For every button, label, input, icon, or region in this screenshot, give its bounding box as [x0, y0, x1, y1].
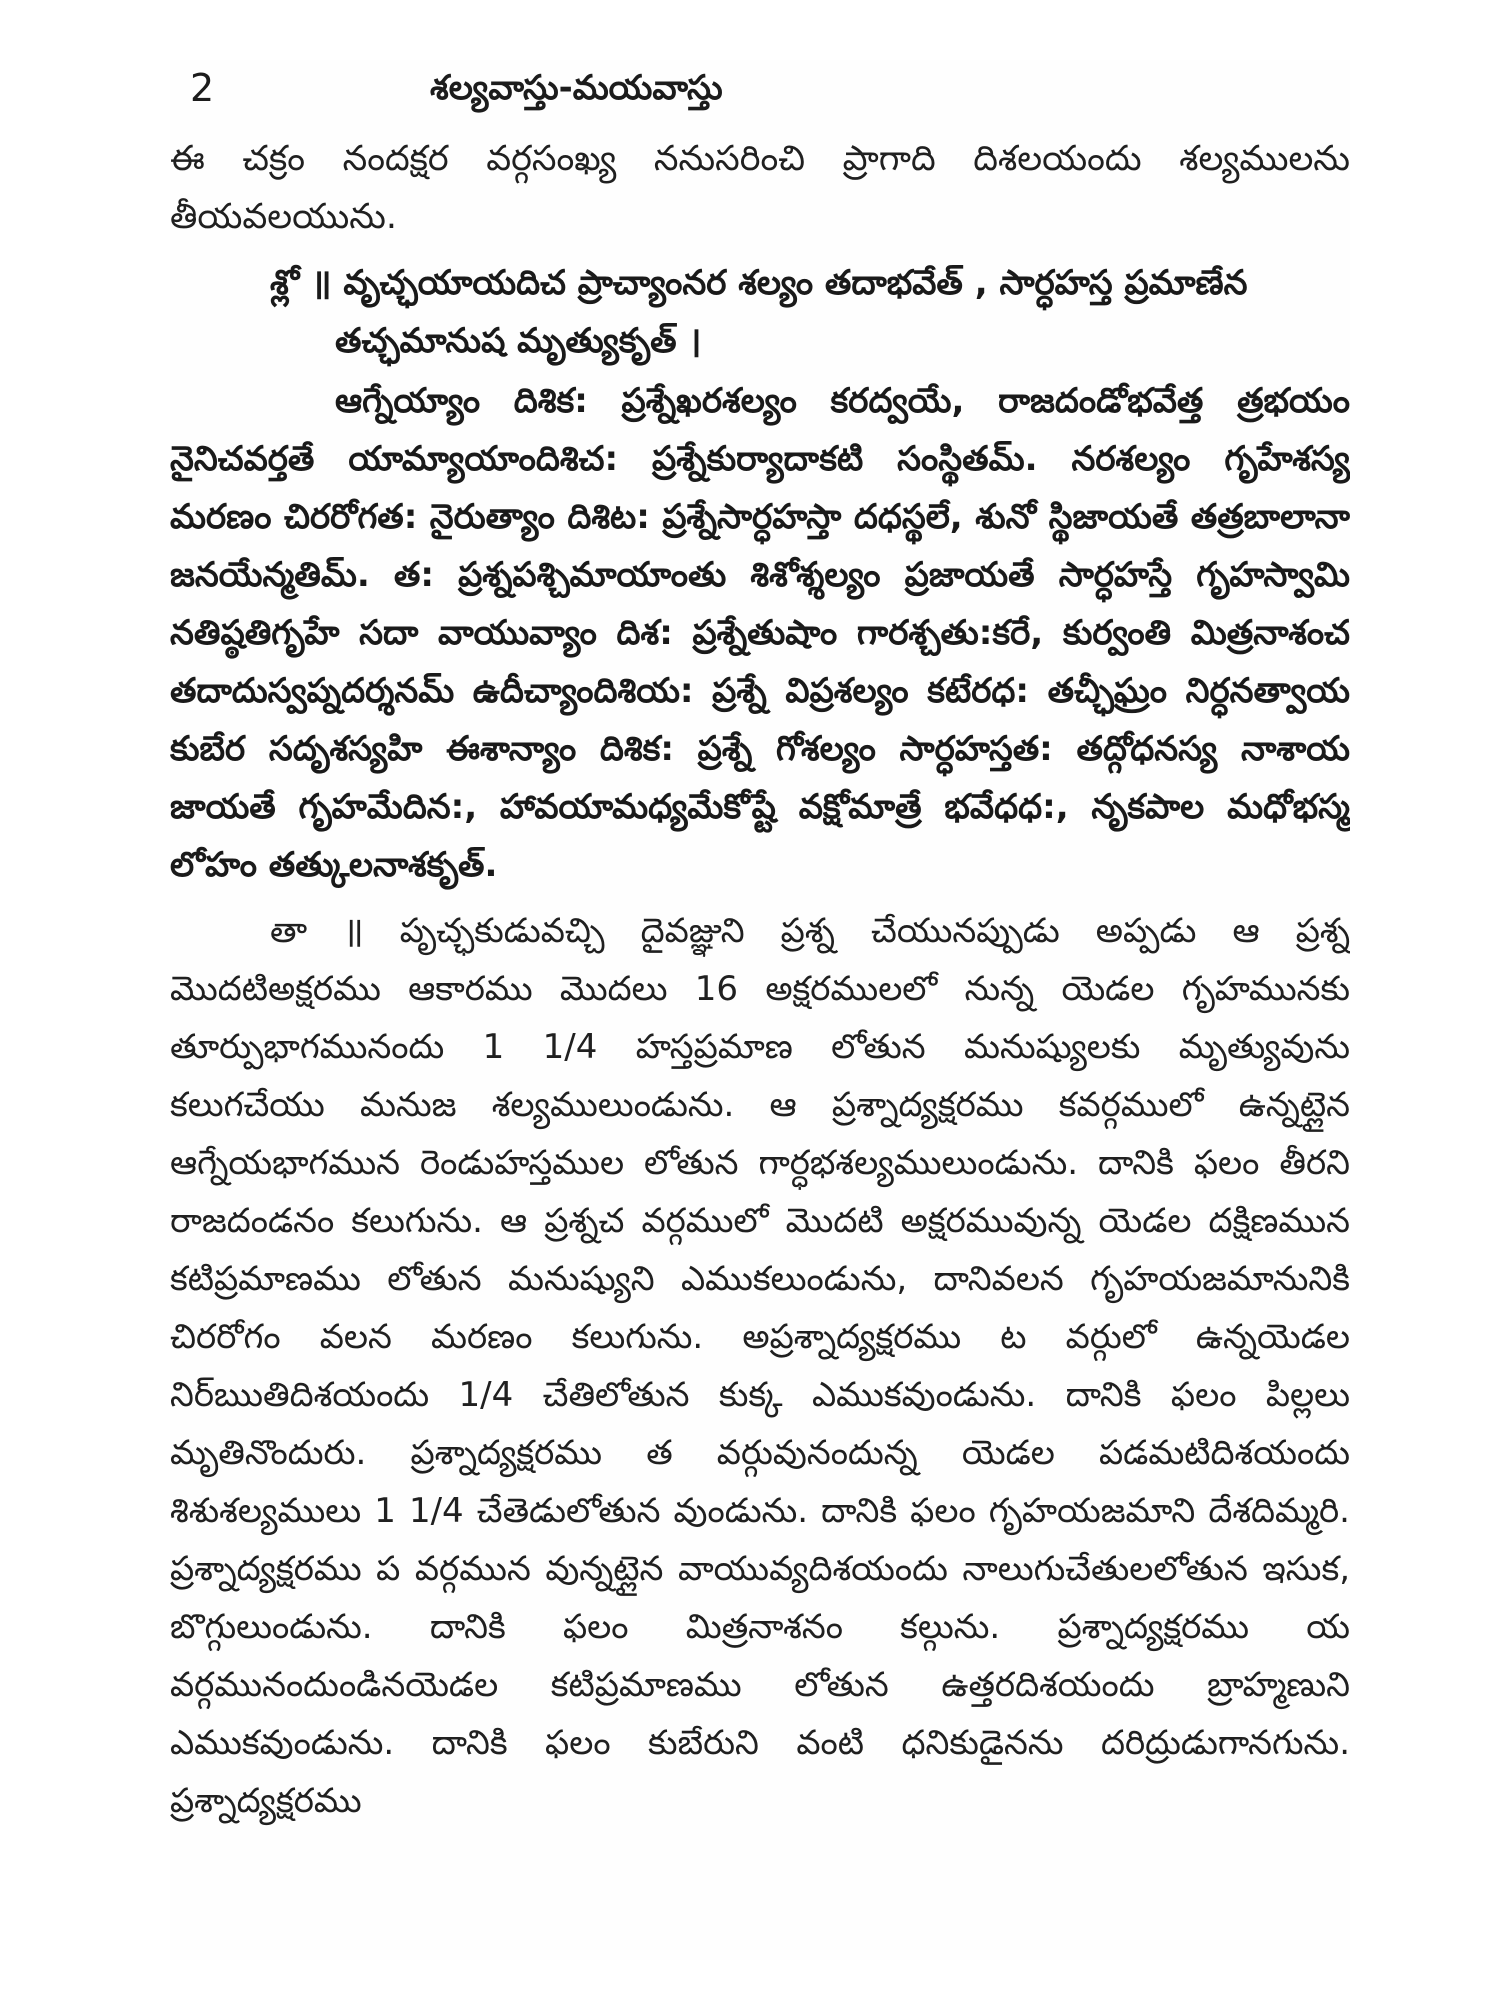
- shloka-continuation: ఆగ్నేయ్యాం దిశిక: ప్రశ్నేఖరశల్యం కరద్వయే, రాజదండోభవేత్త త్రభయం నైనిచవర్తతే యామ్యాయాందిశిచ: ప్రశ్నేకుర్యాదాకటి సంస్థితమ్. నరశల్యం గృహేశస్య మరణం చిరరోగత: నైరుత్యాం దిశిట: ప్రశ్నేసార్ధహస్తా దధస్థలే, శునో స్థిజాయతే తత్రబాలానా జనయేన్మతిమ్. త: ప్రశ్నపశ్చిమాయాంతు శిశోశ్శల్యం ప్రజాయతే సార్ధహస్తే గృహస్వామి నతిష్ఠతిగృహే సదా వాయువ్యాం దిశ: ప్రశ్నేతుషాం గారశ్చతు:కరే, కుర్వంతి మిత్రనాశంచ తదాదుస్వప్నదర్శనమ్ ఉదీచ్యాందిశియ: ప్రశ్నే విప్రశల్యం కటేరధ: తచ్ఛీఘ్రం నిర్ధనత్వాయ కుబేర సదృశస్యహి ఈశాన్యాం దిశిక: ప్రశ్నే గోశల్యం సార్ధహస్తత: తద్గోధనస్య నాశాయ జాయతే గృహమేదిన:, హావయామధ్యమేకోష్టే వక్షోమాత్రే భవేధధ:, నృకపాల మధోభస్మ లోహం తత్కులనాశకృత్.: [170, 381, 1350, 885]
- intro-paragraph: ఈ చక్రం నందక్షర వర్గసంఖ్య ననుసరించి ప్రాగాది దిశలయందు శల్యములను తీయవలయును.: [170, 139, 1350, 237]
- meaning-paragraph: తా ॥ పృచ్ఛకుడువచ్చి దైవజ్ఞుని ప్రశ్న చేయునప్పుడు అప్పడు ఆ ప్రశ్న మొదటిఅక్షరము ఆకారము మొదలు 16 అక్షరములలో నున్న యెడల గృహమునకు తూర్పుభాగమునందు 1 1/4 హస్తప్రమాణ లోతున మనుష్యులకు మృత్యువును కలుగచేయు మనుజ శల్యములుండును. ఆ ప్రశ్నాద్యక్షరము కవర్గములో ఉన్నట్లైన ఆగ్నేయభాగమున రెండుహస్తముల లోతున గార్ధభశల్యములుండును. దానికి ఫలం తీరని రాజదండనం కలుగును. ఆ ప్రశ్నచ వర్గములో మొదటి అక్షరమువున్న యెడల దక్షిణమున కటిప్రమాణము లోతున మనుష్యుని ఎముకలుండును, దానివలన గృహయజమానునికి చిరరోగం వలన మరణం కలుగును. అప్రశ్నాద్యక్షరము ట వర్గులో ఉన్నయెడల నిర్ఋతిదిశయందు 1/4 చేతిలోతున కుక్క ఎముకవుండును. దానికి ఫలం పిల్లలు మృతినొందురు. ప్రశ్నాద్యక్షరము త వర్గువునందున్న యెడల పడమటిదిశయందు శిశుశల్యములు 1 1/4 చేతెడులోతున వుండును. దానికి ఫలం గృహయజమాని దేశదిమ్మరి. ప్రశ్నాద్యక్షరము ప వర్గమున వున్నట్లైన వాయువ్యదిశయందు నాలుగుచేతులలోతున ఇసుక, బొగ్గులుండును. దానికి ఫలం మిత్రనాశనం కల్గును. ప్రశ్నాద్యక్షరము య వర్గమునందుండినయెడల కటిప్రమాణము లోతున ఉత్తరదిశయందు బ్రాహ్మణుని ఎముకవుండును. దానికి ఫలం కుబేరుని వంటి ధనికుడైనను దరిద్రుడుగానగును. ప్రశ్నాద్యక్షరము: [170, 911, 1350, 1821]
- page-number: 2: [190, 66, 215, 110]
- shloka-line-1: శ్లో ॥ వృచ్ఛయాయదిచ ప్రాచ్యాంనర శల్యం తదాభవేత్ , సార్ధహస్త ప్రమాణేన: [270, 263, 1248, 303]
- page-header: [170, 60, 1350, 124]
- running-title: శల్యవాస్తు-మయవాస్తు: [430, 68, 723, 108]
- shloka-verse: [170, 254, 1350, 370]
- shloka-line-2: తచ్ఛమానుష మృత్యుకృత్ ।: [335, 321, 702, 361]
- document-page: [170, 60, 1350, 1960]
